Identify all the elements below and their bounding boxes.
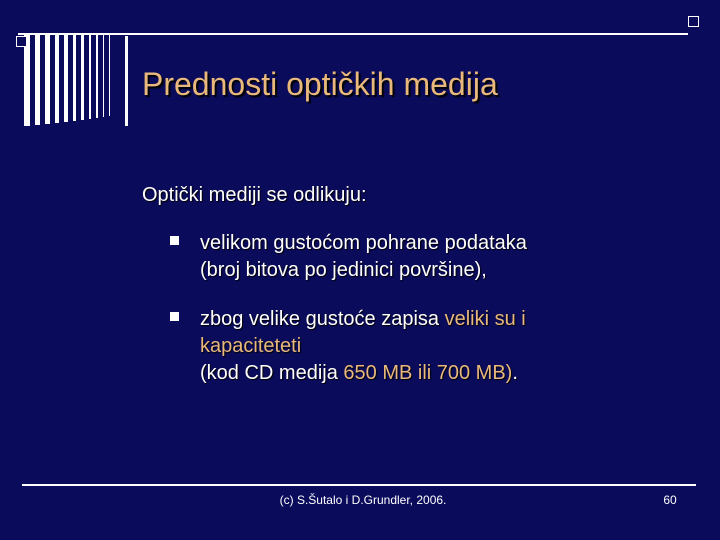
title-divider [125,36,128,126]
stripe [35,33,40,125]
stripe [45,33,50,124]
bullet-text-1 [200,230,527,284]
stripe [89,33,91,119]
stripe [81,33,84,120]
stripe [103,33,104,117]
highlight-text: kapaciteteti [200,335,302,357]
body-text: velikom gustoćom pohrane podataka [200,232,527,254]
body-text: zbog velike gustoće zapisa [200,308,445,330]
body-text: (kod CD medija [200,362,344,384]
stripe [96,33,98,118]
stripe [55,33,59,123]
stripe [73,33,76,121]
bullet-line [200,230,527,257]
body-text: (broj bitova po jedinici površine), [200,259,487,281]
square-bullet-icon [170,312,179,321]
highlight-text: veliki su i [444,308,526,330]
footer-author: (c) S.Šutalo i D.Grundler, 2006. [279,493,447,507]
bullet-line [200,360,526,387]
highlight-text: 650 MB ili 700 MB) [343,362,513,384]
bullet-text-2 [200,306,526,387]
corner-square-icon [688,16,699,27]
bullet-line [200,306,526,333]
stripe [64,33,68,122]
stripe [109,33,110,116]
square-bullet-icon [170,236,179,245]
bullet-line [200,333,526,360]
decorative-stripes [18,33,128,126]
body-text: . [512,362,518,384]
bullet-line [200,257,527,284]
slide-title: Prednosti optičkih medija [142,66,498,102]
footer-rule [22,484,696,486]
slide-intro: Optički mediji se odlikuju: [142,184,367,206]
page-number: 60 [663,493,677,507]
corner-square-icon-left [16,36,27,47]
